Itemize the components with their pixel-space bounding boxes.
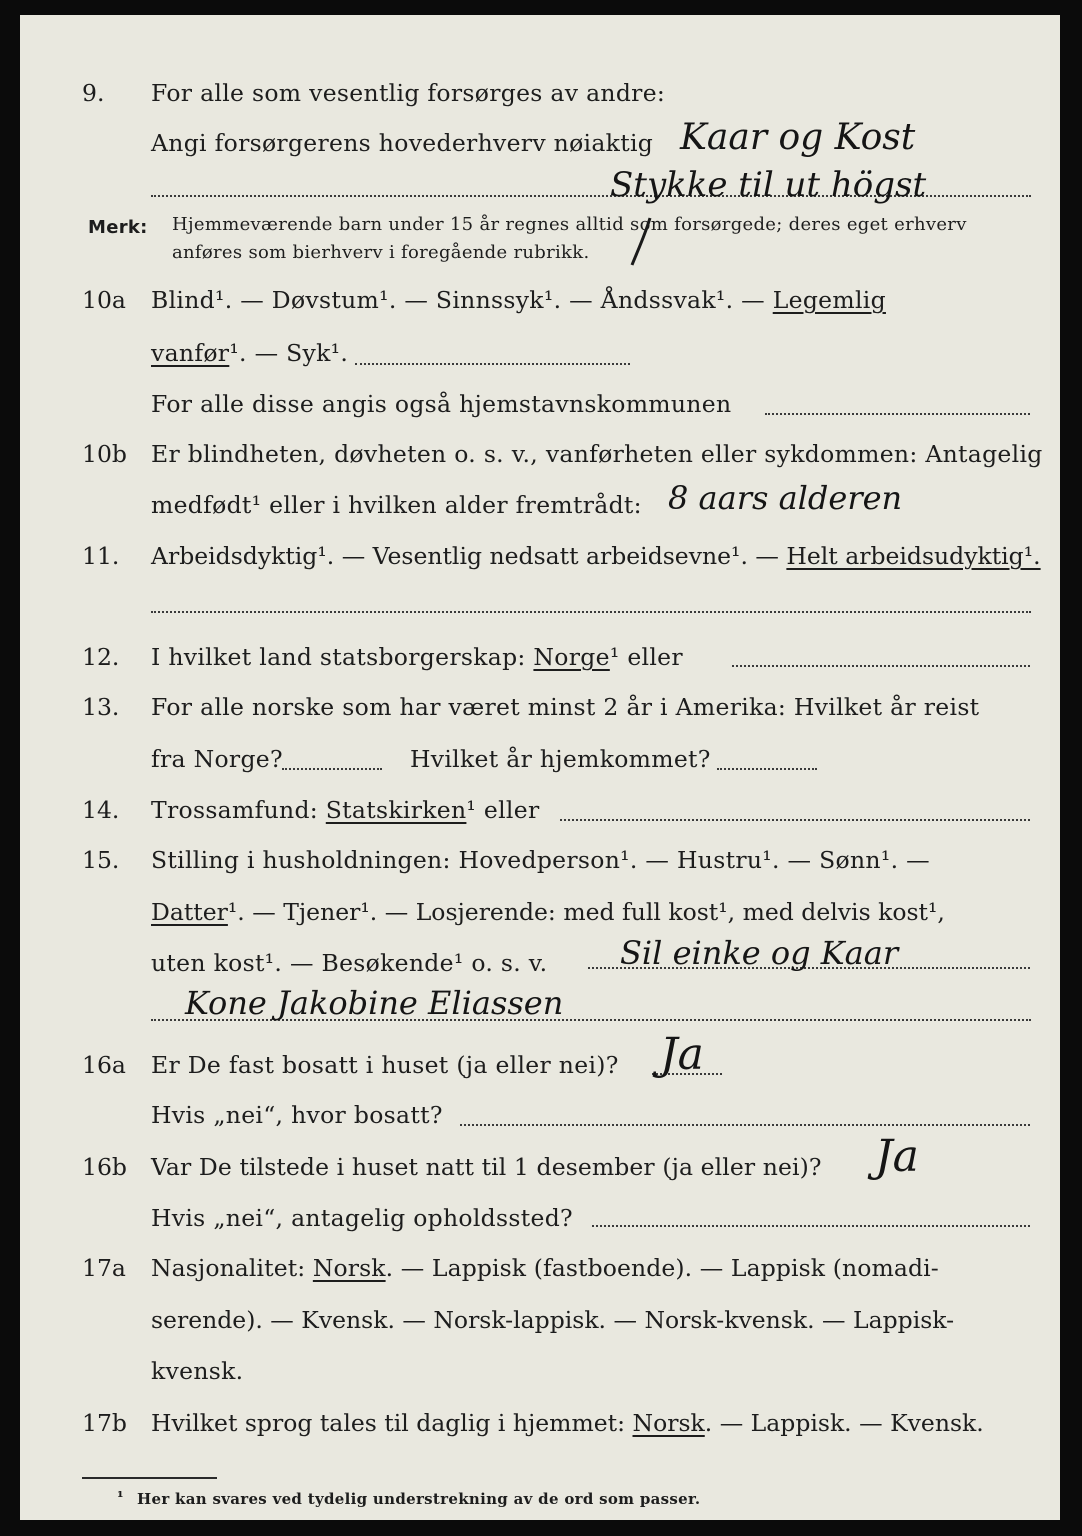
q17b-number: 17b: [82, 1409, 127, 1437]
q16a-line1: Er De fast bosatt i huset (ja eller nei)?: [151, 1051, 619, 1079]
q17a-number: 17a: [82, 1254, 126, 1282]
q13-line2b: Hvilket år hjemkommet?: [410, 745, 711, 773]
q13-number: 13.: [82, 693, 120, 721]
q10a-line1-options: Blind¹. — Døvstum¹. — Sinnssyk¹. — Åndssvak¹. —: [151, 286, 765, 314]
q17a-line3: kvensk.: [151, 1357, 244, 1385]
q13-line1: For alle norske som har været minst 2 år i Amerika: Hvilket år reist: [151, 693, 980, 721]
q12-question: I hvilket land statsborgerskap:: [151, 643, 526, 671]
q17a-line2: serende). — Kvensk. — Norsk-lappisk. — Norsk-kvensk. — Lappisk-: [151, 1306, 955, 1334]
q16b-number: 16b: [82, 1153, 127, 1181]
q15-line3: uten kost¹. — Besøkende¹ o. s. v.: [151, 949, 548, 977]
q15-number: 15.: [82, 846, 120, 874]
q10a-line2-rest: ¹. — Syk¹.: [229, 339, 349, 367]
q16a-handwriting: Ja: [660, 1029, 704, 1080]
q16b-line1: Var De tilstede i huset natt til 1 desember (ja eller nei)?: [151, 1153, 822, 1181]
q9-handwriting-1: Kaar og Kost: [680, 117, 916, 158]
dotted-line: [717, 768, 817, 770]
footnote-rule: [82, 1477, 217, 1479]
q14-statskirken-underlined: Statskirken: [325, 796, 467, 824]
dotted-line: [151, 611, 1031, 613]
q11-options: Arbeidsdyktig¹. — Vesentlig nedsatt arbeidsevne¹. —: [151, 542, 779, 570]
q17b-line: [151, 1408, 984, 1438]
q16b-line2: Hvis „nei“, antagelig opholdssted?: [151, 1204, 573, 1232]
q14-eller: ¹ eller: [466, 796, 540, 824]
q10b-line1: Er blindheten, døvheten o. s. v., vanførheten eller sykdommen: Antagelig: [151, 440, 1043, 468]
footnote-text: Her kan svares ved tydelig understrekning av de ord som passer.: [137, 1490, 701, 1508]
q15-datter-underlined: Datter: [151, 898, 228, 926]
q10a-line3: For alle disse angis også hjemstavnskommunen: [151, 390, 732, 418]
dotted-line: [560, 819, 1030, 821]
q10a-number: 10a: [82, 286, 126, 314]
q12-line: [151, 642, 683, 672]
q15-line1: Stilling i husholdningen: Hovedperson¹. — Hustru¹. — Sønn¹. —: [151, 846, 930, 874]
census-form-page: [20, 15, 1060, 1520]
q10a-vanfor-underlined: vanfør: [151, 339, 230, 367]
q17a-norsk-underlined: Norsk: [312, 1254, 386, 1282]
dotted-line: [460, 1124, 1030, 1126]
q17b-norsk-underlined: Norsk: [632, 1409, 705, 1437]
q17b-rest: . — Lappisk. — Kvensk.: [704, 1409, 984, 1437]
q12-eller: ¹ eller: [609, 643, 683, 671]
dotted-line: [732, 665, 1030, 667]
q16a-number: 16a: [82, 1051, 126, 1079]
q9-number: 9.: [82, 79, 105, 107]
q11-helt-arbeidsudyktig-underlined: Helt arbeidsudyktig¹.: [786, 542, 1041, 570]
q16b-handwriting: Ja: [875, 1131, 919, 1182]
q11-number: 11.: [82, 542, 120, 570]
q10b-handwriting: 8 aars alderen: [668, 479, 903, 517]
q13-line2a: fra Norge?: [151, 745, 283, 773]
q15-line2-rest: ¹. — Tjener¹. — Losjerende: med full kost¹, med delvis kost¹,: [227, 898, 945, 926]
q12-norge-underlined: Norge: [533, 643, 610, 671]
q10a-legemlig-underlined: Legemlig: [772, 286, 886, 314]
merk-line2: anføres som bierhverv i foregående rubrikk.: [172, 242, 590, 263]
merk-label: Merk:: [88, 217, 148, 238]
q9-line2: Angi forsørgerens hovederhverv nøiaktig: [151, 129, 654, 157]
q12-number: 12.: [82, 643, 120, 671]
dotted-line: [355, 363, 630, 365]
q15-handwriting-2: Kone Jakobine Eliassen: [185, 984, 564, 1022]
dotted-line: [282, 768, 382, 770]
q9-line1: For alle som vesentlig forsørges av andre:: [151, 79, 666, 107]
q10b-number: 10b: [82, 440, 127, 468]
footnote-mark: ¹: [117, 1488, 124, 1506]
q17a-label: Nasjonalitet:: [151, 1254, 306, 1282]
q17b-question: Hvilket sprog tales til daglig i hjemmet:: [151, 1409, 626, 1437]
q15-line2: [151, 897, 945, 927]
q10a-line2: [151, 338, 348, 368]
q9-handwriting-2: Stykke til ut högst: [610, 165, 927, 205]
q16a-line2: Hvis „nei“, hvor bosatt?: [151, 1101, 443, 1129]
dotted-line: [592, 1225, 1030, 1227]
q15-handwriting-1: Sil einke og Kaar: [620, 934, 899, 972]
q14-number: 14.: [82, 796, 120, 824]
pen-stroke-mark: [620, 210, 660, 270]
q17a-line1: [151, 1253, 939, 1283]
q10b-line2: medfødt¹ eller i hvilken alder fremtrådt:: [151, 491, 642, 519]
q11-line: [151, 541, 1041, 571]
q14-line: [151, 795, 540, 825]
q17a-line1-rest: . — Lappisk (fastboende). — Lappisk (nomadi-: [385, 1254, 939, 1282]
dotted-line: [765, 413, 1030, 415]
merk-line1: Hjemmeværende barn under 15 år regnes alltid som forsørgede; deres eget erhverv: [172, 214, 967, 235]
q14-question: Trossamfund:: [151, 796, 318, 824]
q10a-line1: [151, 285, 886, 315]
